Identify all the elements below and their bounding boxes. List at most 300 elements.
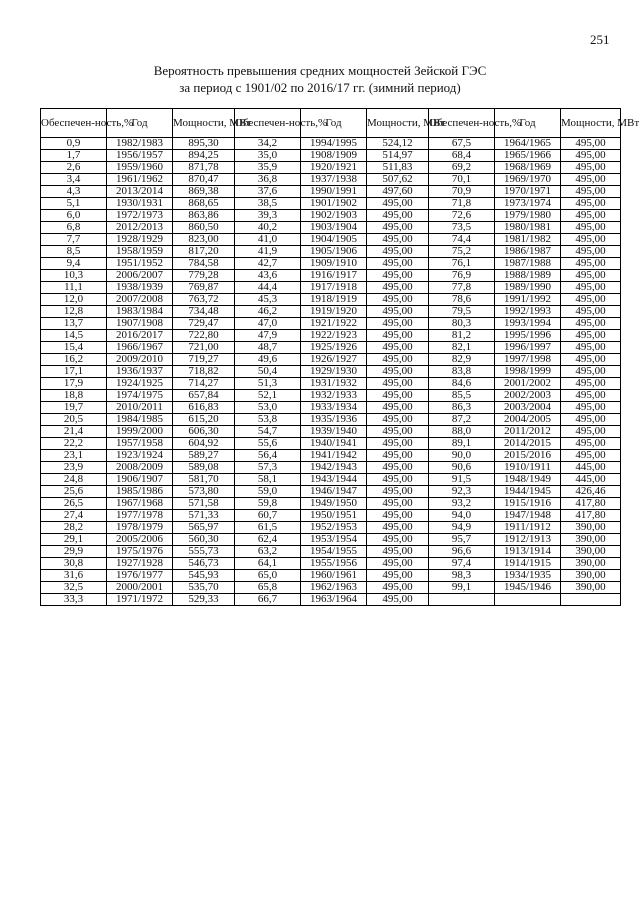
cell-year-1: 2009/2010 xyxy=(107,354,173,366)
cell-prob-3: 89,1 xyxy=(429,438,495,450)
header-prob-1: Обеспечен-ность,% xyxy=(41,109,107,138)
cell-prob-1: 14,5 xyxy=(41,330,107,342)
cell-power-2: 495,00 xyxy=(367,582,429,594)
cell-year-3: 2002/2003 xyxy=(495,390,561,402)
cell-year-1: 2005/2006 xyxy=(107,534,173,546)
cell-power-2: 511,83 xyxy=(367,162,429,174)
cell-power-3: 417,80 xyxy=(561,510,621,522)
cell-power-1: 779,28 xyxy=(173,270,235,282)
cell-prob-2: 61,5 xyxy=(235,522,301,534)
cell-power-1: 616,83 xyxy=(173,402,235,414)
cell-year-1: 1985/1986 xyxy=(107,486,173,498)
cell-power-1: 546,73 xyxy=(173,558,235,570)
cell-prob-2: 52,1 xyxy=(235,390,301,402)
cell-power-3: 495,00 xyxy=(561,330,621,342)
cell-year-2: 1926/1927 xyxy=(301,354,367,366)
cell-power-1: 589,08 xyxy=(173,462,235,474)
cell-power-2: 495,00 xyxy=(367,462,429,474)
cell-power-3: 390,00 xyxy=(561,546,621,558)
cell-power-1: 769,87 xyxy=(173,282,235,294)
cell-power-1: 615,20 xyxy=(173,414,235,426)
table-row xyxy=(41,210,621,222)
table-row xyxy=(41,414,621,426)
cell-prob-1: 6,0 xyxy=(41,210,107,222)
probability-table xyxy=(40,108,640,606)
table-row xyxy=(41,342,621,354)
cell-prob-3: 91,5 xyxy=(429,474,495,486)
cell-year-1: 2008/2009 xyxy=(107,462,173,474)
cell-year-2: 1941/1942 xyxy=(301,450,367,462)
cell-year-2: 1917/1918 xyxy=(301,282,367,294)
cell-year-2: 1935/1936 xyxy=(301,414,367,426)
cell-year-1: 2012/2013 xyxy=(107,222,173,234)
cell-prob-2: 53,0 xyxy=(235,402,301,414)
cell-prob-3: 79,5 xyxy=(429,306,495,318)
cell-power-1: 571,33 xyxy=(173,510,235,522)
cell-year-1: 1923/1924 xyxy=(107,450,173,462)
cell-power-3: 495,00 xyxy=(561,366,621,378)
cell-prob-2: 64,1 xyxy=(235,558,301,570)
cell-prob-3: 71,8 xyxy=(429,198,495,210)
table-row xyxy=(41,138,621,150)
cell-year-1: 1976/1977 xyxy=(107,570,173,582)
cell-prob-3: 88,0 xyxy=(429,426,495,438)
cell-prob-1: 27,4 xyxy=(41,510,107,522)
cell-prob-1: 33,3 xyxy=(41,594,107,606)
cell-prob-1: 17,1 xyxy=(41,366,107,378)
cell-year-3: 1945/1946 xyxy=(495,582,561,594)
cell-power-2: 495,00 xyxy=(367,306,429,318)
cell-power-2: 495,00 xyxy=(367,486,429,498)
cell-year-1: 1956/1957 xyxy=(107,150,173,162)
table-row xyxy=(41,402,621,414)
cell-power-1: 894,25 xyxy=(173,150,235,162)
cell-prob-1: 13,7 xyxy=(41,318,107,330)
cell-power-1: 714,27 xyxy=(173,378,235,390)
cell-power-1: 529,33 xyxy=(173,594,235,606)
cell-year-2: 1916/1917 xyxy=(301,270,367,282)
cell-prob-1: 21,4 xyxy=(41,426,107,438)
cell-year-3: 1944/1945 xyxy=(495,486,561,498)
cell-prob-2: 65,8 xyxy=(235,582,301,594)
cell-power-3: 426,46 xyxy=(561,486,621,498)
cell-power-3: 495,00 xyxy=(561,342,621,354)
table-row xyxy=(41,162,621,174)
table-row xyxy=(41,474,621,486)
cell-year-1: 1977/1978 xyxy=(107,510,173,522)
cell-prob-3: 85,5 xyxy=(429,390,495,402)
cell-power-3 xyxy=(561,594,621,606)
cell-year-2: 1952/1953 xyxy=(301,522,367,534)
cell-prob-1: 16,2 xyxy=(41,354,107,366)
cell-power-2: 495,00 xyxy=(367,390,429,402)
cell-power-2: 495,00 xyxy=(367,546,429,558)
cell-power-1: 573,80 xyxy=(173,486,235,498)
cell-power-2: 495,00 xyxy=(367,354,429,366)
table-row xyxy=(41,462,621,474)
cell-prob-2: 45,3 xyxy=(235,294,301,306)
cell-prob-2: 38,5 xyxy=(235,198,301,210)
cell-year-3: 1968/1969 xyxy=(495,162,561,174)
cell-year-3: 1993/1994 xyxy=(495,318,561,330)
cell-year-3: 1979/1980 xyxy=(495,210,561,222)
cell-prob-1: 6,8 xyxy=(41,222,107,234)
cell-year-3: 1998/1999 xyxy=(495,366,561,378)
cell-year-3: 1987/1988 xyxy=(495,258,561,270)
cell-power-1: 718,82 xyxy=(173,366,235,378)
cell-year-3: 1947/1948 xyxy=(495,510,561,522)
cell-prob-2: 50,4 xyxy=(235,366,301,378)
table-row xyxy=(41,486,621,498)
cell-prob-1: 29,1 xyxy=(41,534,107,546)
table-row xyxy=(41,234,621,246)
cell-year-1: 1999/2000 xyxy=(107,426,173,438)
cell-power-3: 495,00 xyxy=(561,210,621,222)
cell-year-1: 1974/1975 xyxy=(107,390,173,402)
cell-year-2: 1905/1906 xyxy=(301,246,367,258)
cell-prob-1: 5,1 xyxy=(41,198,107,210)
table-row xyxy=(41,450,621,462)
table-row xyxy=(41,318,621,330)
table-row xyxy=(41,294,621,306)
cell-power-2: 495,00 xyxy=(367,378,429,390)
cell-power-2: 495,00 xyxy=(367,474,429,486)
table-row xyxy=(41,426,621,438)
cell-power-3: 417,80 xyxy=(561,498,621,510)
cell-year-2: 1943/1944 xyxy=(301,474,367,486)
cell-power-2: 495,00 xyxy=(367,210,429,222)
cell-prob-2: 44,4 xyxy=(235,282,301,294)
cell-prob-3: 82,1 xyxy=(429,342,495,354)
cell-power-2: 495,00 xyxy=(367,414,429,426)
table-row xyxy=(41,150,621,162)
cell-year-3: 1948/1949 xyxy=(495,474,561,486)
cell-year-3: 1991/1992 xyxy=(495,294,561,306)
cell-power-3: 495,00 xyxy=(561,150,621,162)
cell-year-1: 1930/1931 xyxy=(107,198,173,210)
table-row xyxy=(41,582,621,594)
cell-year-3: 2014/2015 xyxy=(495,438,561,450)
cell-power-1: 555,73 xyxy=(173,546,235,558)
cell-power-1: 535,70 xyxy=(173,582,235,594)
cell-power-2: 495,00 xyxy=(367,342,429,354)
cell-prob-3: 69,2 xyxy=(429,162,495,174)
cell-prob-3: 73,5 xyxy=(429,222,495,234)
cell-prob-3: 68,4 xyxy=(429,150,495,162)
cell-prob-3: 72,6 xyxy=(429,210,495,222)
cell-prob-2: 57,3 xyxy=(235,462,301,474)
table-row xyxy=(41,570,621,582)
cell-prob-1: 11,1 xyxy=(41,282,107,294)
cell-prob-3: 81,2 xyxy=(429,330,495,342)
cell-prob-2: 51,3 xyxy=(235,378,301,390)
cell-year-3: 1965/1966 xyxy=(495,150,561,162)
cell-power-3: 390,00 xyxy=(561,582,621,594)
cell-year-1: 1936/1937 xyxy=(107,366,173,378)
cell-prob-2: 66,7 xyxy=(235,594,301,606)
cell-year-2: 1954/1955 xyxy=(301,546,367,558)
cell-year-2: 1994/1995 xyxy=(301,138,367,150)
cell-power-3: 495,00 xyxy=(561,282,621,294)
cell-year-2: 1902/1903 xyxy=(301,210,367,222)
cell-power-3: 495,00 xyxy=(561,354,621,366)
table-row xyxy=(41,186,621,198)
cell-prob-2: 59,8 xyxy=(235,498,301,510)
cell-year-1: 1906/1907 xyxy=(107,474,173,486)
cell-power-1: 722,80 xyxy=(173,330,235,342)
cell-year-2: 1946/1947 xyxy=(301,486,367,498)
cell-prob-3: 78,6 xyxy=(429,294,495,306)
table-row xyxy=(41,354,621,366)
table-row xyxy=(41,330,621,342)
table-row xyxy=(41,498,621,510)
cell-prob-1: 30,8 xyxy=(41,558,107,570)
cell-power-2: 495,00 xyxy=(367,294,429,306)
cell-power-2: 495,00 xyxy=(367,402,429,414)
cell-year-1: 1928/1929 xyxy=(107,234,173,246)
cell-power-1: 860,50 xyxy=(173,222,235,234)
cell-power-2: 495,00 xyxy=(367,222,429,234)
cell-power-1: 589,27 xyxy=(173,450,235,462)
cell-prob-3: 93,2 xyxy=(429,498,495,510)
cell-prob-3: 77,8 xyxy=(429,282,495,294)
header-power-1: Мощности, МВт xyxy=(173,109,235,138)
cell-prob-2: 48,7 xyxy=(235,342,301,354)
cell-year-1: 1907/1908 xyxy=(107,318,173,330)
cell-prob-3: 90,0 xyxy=(429,450,495,462)
cell-year-2: 1925/1926 xyxy=(301,342,367,354)
cell-power-3: 495,00 xyxy=(561,318,621,330)
cell-power-3: 495,00 xyxy=(561,258,621,270)
cell-year-3: 2015/2016 xyxy=(495,450,561,462)
cell-power-2: 495,00 xyxy=(367,282,429,294)
cell-year-2: 1908/1909 xyxy=(301,150,367,162)
cell-power-2: 495,00 xyxy=(367,246,429,258)
cell-year-2: 1921/1922 xyxy=(301,318,367,330)
cell-power-2: 495,00 xyxy=(367,330,429,342)
cell-year-3: 1988/1989 xyxy=(495,270,561,282)
table-row xyxy=(41,366,621,378)
cell-power-3: 390,00 xyxy=(561,570,621,582)
cell-power-1: 868,65 xyxy=(173,198,235,210)
table-row xyxy=(41,390,621,402)
cell-prob-2: 58,1 xyxy=(235,474,301,486)
cell-year-1: 2006/2007 xyxy=(107,270,173,282)
cell-prob-1: 22,2 xyxy=(41,438,107,450)
cell-prob-3: 74,4 xyxy=(429,234,495,246)
table-row xyxy=(41,378,621,390)
table-body xyxy=(41,138,621,606)
cell-prob-2: 65,0 xyxy=(235,570,301,582)
cell-power-3: 495,00 xyxy=(561,306,621,318)
cell-prob-1: 25,6 xyxy=(41,486,107,498)
cell-year-3: 1964/1965 xyxy=(495,138,561,150)
cell-year-2: 1937/1938 xyxy=(301,174,367,186)
cell-prob-1: 1,7 xyxy=(41,150,107,162)
cell-year-1: 2007/2008 xyxy=(107,294,173,306)
cell-year-2: 1922/1923 xyxy=(301,330,367,342)
cell-prob-3: 86,3 xyxy=(429,402,495,414)
cell-power-2: 495,00 xyxy=(367,594,429,606)
cell-year-2: 1939/1940 xyxy=(301,426,367,438)
cell-prob-2: 42,7 xyxy=(235,258,301,270)
cell-power-1: 729,47 xyxy=(173,318,235,330)
cell-power-3: 495,00 xyxy=(561,174,621,186)
table-row xyxy=(41,558,621,570)
cell-power-2: 495,00 xyxy=(367,522,429,534)
cell-power-1: 734,48 xyxy=(173,306,235,318)
cell-prob-1: 18,8 xyxy=(41,390,107,402)
cell-power-3: 495,00 xyxy=(561,270,621,282)
cell-year-3: 1981/1982 xyxy=(495,234,561,246)
cell-year-3: 1992/1993 xyxy=(495,306,561,318)
cell-power-2: 495,00 xyxy=(367,510,429,522)
cell-prob-1: 19,7 xyxy=(41,402,107,414)
cell-year-2: 1920/1921 xyxy=(301,162,367,174)
cell-prob-2: 35,9 xyxy=(235,162,301,174)
header-prob-3: Обеспечен-ность,% xyxy=(429,109,495,138)
cell-power-3: 495,00 xyxy=(561,390,621,402)
cell-year-1: 1971/1972 xyxy=(107,594,173,606)
cell-power-1: 604,92 xyxy=(173,438,235,450)
cell-prob-2: 40,2 xyxy=(235,222,301,234)
cell-prob-3 xyxy=(429,594,495,606)
table-row xyxy=(41,306,621,318)
cell-year-1: 1951/1952 xyxy=(107,258,173,270)
cell-power-2: 495,00 xyxy=(367,234,429,246)
cell-power-1: 721,00 xyxy=(173,342,235,354)
table-row xyxy=(41,258,621,270)
cell-power-3: 495,00 xyxy=(561,450,621,462)
cell-prob-2: 62,4 xyxy=(235,534,301,546)
cell-prob-1: 20,5 xyxy=(41,414,107,426)
cell-year-2: 1901/1902 xyxy=(301,198,367,210)
header-year-2: Год xyxy=(301,109,367,138)
cell-year-1: 1959/1960 xyxy=(107,162,173,174)
cell-prob-2: 54,7 xyxy=(235,426,301,438)
cell-prob-2: 36,8 xyxy=(235,174,301,186)
cell-year-2: 1963/1964 xyxy=(301,594,367,606)
cell-prob-2: 39,3 xyxy=(235,210,301,222)
cell-power-1: 606,30 xyxy=(173,426,235,438)
table-row xyxy=(41,534,621,546)
cell-power-1: 763,72 xyxy=(173,294,235,306)
cell-year-3: 1970/1971 xyxy=(495,186,561,198)
cell-year-1: 1978/1979 xyxy=(107,522,173,534)
cell-prob-2: 56,4 xyxy=(235,450,301,462)
header-prob-2: Обеспечен-ность,% xyxy=(235,109,301,138)
cell-power-1: 817,20 xyxy=(173,246,235,258)
cell-prob-1: 12,8 xyxy=(41,306,107,318)
cell-prob-3: 84,6 xyxy=(429,378,495,390)
cell-power-1: 560,30 xyxy=(173,534,235,546)
cell-year-3: 2011/2012 xyxy=(495,426,561,438)
cell-power-1: 571,58 xyxy=(173,498,235,510)
cell-power-3: 495,00 xyxy=(561,426,621,438)
cell-power-2: 524,12 xyxy=(367,138,429,150)
cell-year-3: 1973/1974 xyxy=(495,198,561,210)
cell-year-2: 1962/1963 xyxy=(301,582,367,594)
cell-power-1: 657,84 xyxy=(173,390,235,402)
cell-prob-2: 37,6 xyxy=(235,186,301,198)
cell-power-3: 390,00 xyxy=(561,558,621,570)
header-year-3: Год xyxy=(495,109,561,138)
cell-prob-1: 23,9 xyxy=(41,462,107,474)
header-power-3: Мощности, МВт xyxy=(561,109,621,138)
cell-power-3: 495,00 xyxy=(561,438,621,450)
cell-year-3: 2004/2005 xyxy=(495,414,561,426)
document-title xyxy=(0,62,640,96)
cell-prob-3: 92,3 xyxy=(429,486,495,498)
cell-year-3: 2003/2004 xyxy=(495,402,561,414)
cell-prob-3: 67,5 xyxy=(429,138,495,150)
table-row xyxy=(41,222,621,234)
cell-year-3: 1986/1987 xyxy=(495,246,561,258)
cell-year-2: 1932/1933 xyxy=(301,390,367,402)
cell-year-3: 1980/1981 xyxy=(495,222,561,234)
cell-year-2: 1950/1951 xyxy=(301,510,367,522)
cell-power-3: 495,00 xyxy=(561,294,621,306)
cell-prob-1: 4,3 xyxy=(41,186,107,198)
cell-year-2: 1931/1932 xyxy=(301,378,367,390)
cell-prob-3: 75,2 xyxy=(429,246,495,258)
cell-power-3: 495,00 xyxy=(561,222,621,234)
cell-year-1: 1972/1973 xyxy=(107,210,173,222)
cell-prob-1: 12,0 xyxy=(41,294,107,306)
table-row xyxy=(41,546,621,558)
cell-prob-2: 41,9 xyxy=(235,246,301,258)
cell-power-1: 784,58 xyxy=(173,258,235,270)
cell-year-1: 1967/1968 xyxy=(107,498,173,510)
cell-prob-3: 83,8 xyxy=(429,366,495,378)
cell-year-2: 1942/1943 xyxy=(301,462,367,474)
cell-year-2: 1953/1954 xyxy=(301,534,367,546)
cell-power-2: 495,00 xyxy=(367,258,429,270)
cell-prob-2: 43,6 xyxy=(235,270,301,282)
cell-prob-3: 70,9 xyxy=(429,186,495,198)
cell-year-1: 1966/1967 xyxy=(107,342,173,354)
cell-prob-3: 98,3 xyxy=(429,570,495,582)
cell-power-1: 863,86 xyxy=(173,210,235,222)
cell-prob-2: 59,0 xyxy=(235,486,301,498)
cell-year-1: 1983/1984 xyxy=(107,306,173,318)
table-row xyxy=(41,246,621,258)
cell-year-2: 1940/1941 xyxy=(301,438,367,450)
cell-power-1: 871,78 xyxy=(173,162,235,174)
table-row xyxy=(41,510,621,522)
table-row xyxy=(41,438,621,450)
cell-prob-3: 82,9 xyxy=(429,354,495,366)
cell-prob-1: 7,7 xyxy=(41,234,107,246)
cell-year-1: 2000/2001 xyxy=(107,582,173,594)
cell-prob-1: 15,4 xyxy=(41,342,107,354)
title-line-2: за период с 1901/02 по 2016/17 гг. (зимний период) xyxy=(179,80,461,95)
cell-prob-2: 35,0 xyxy=(235,150,301,162)
table-row xyxy=(41,198,621,210)
cell-power-2: 495,00 xyxy=(367,450,429,462)
cell-prob-2: 49,6 xyxy=(235,354,301,366)
cell-year-3: 1996/1997 xyxy=(495,342,561,354)
cell-power-2: 495,00 xyxy=(367,198,429,210)
page-number: 251 xyxy=(590,32,610,47)
cell-year-2: 1903/1904 xyxy=(301,222,367,234)
cell-prob-1: 31,6 xyxy=(41,570,107,582)
cell-year-2: 1919/1920 xyxy=(301,306,367,318)
cell-year-2: 1904/1905 xyxy=(301,234,367,246)
cell-year-2: 1933/1934 xyxy=(301,402,367,414)
cell-year-2: 1960/1961 xyxy=(301,570,367,582)
cell-prob-3: 94,0 xyxy=(429,510,495,522)
